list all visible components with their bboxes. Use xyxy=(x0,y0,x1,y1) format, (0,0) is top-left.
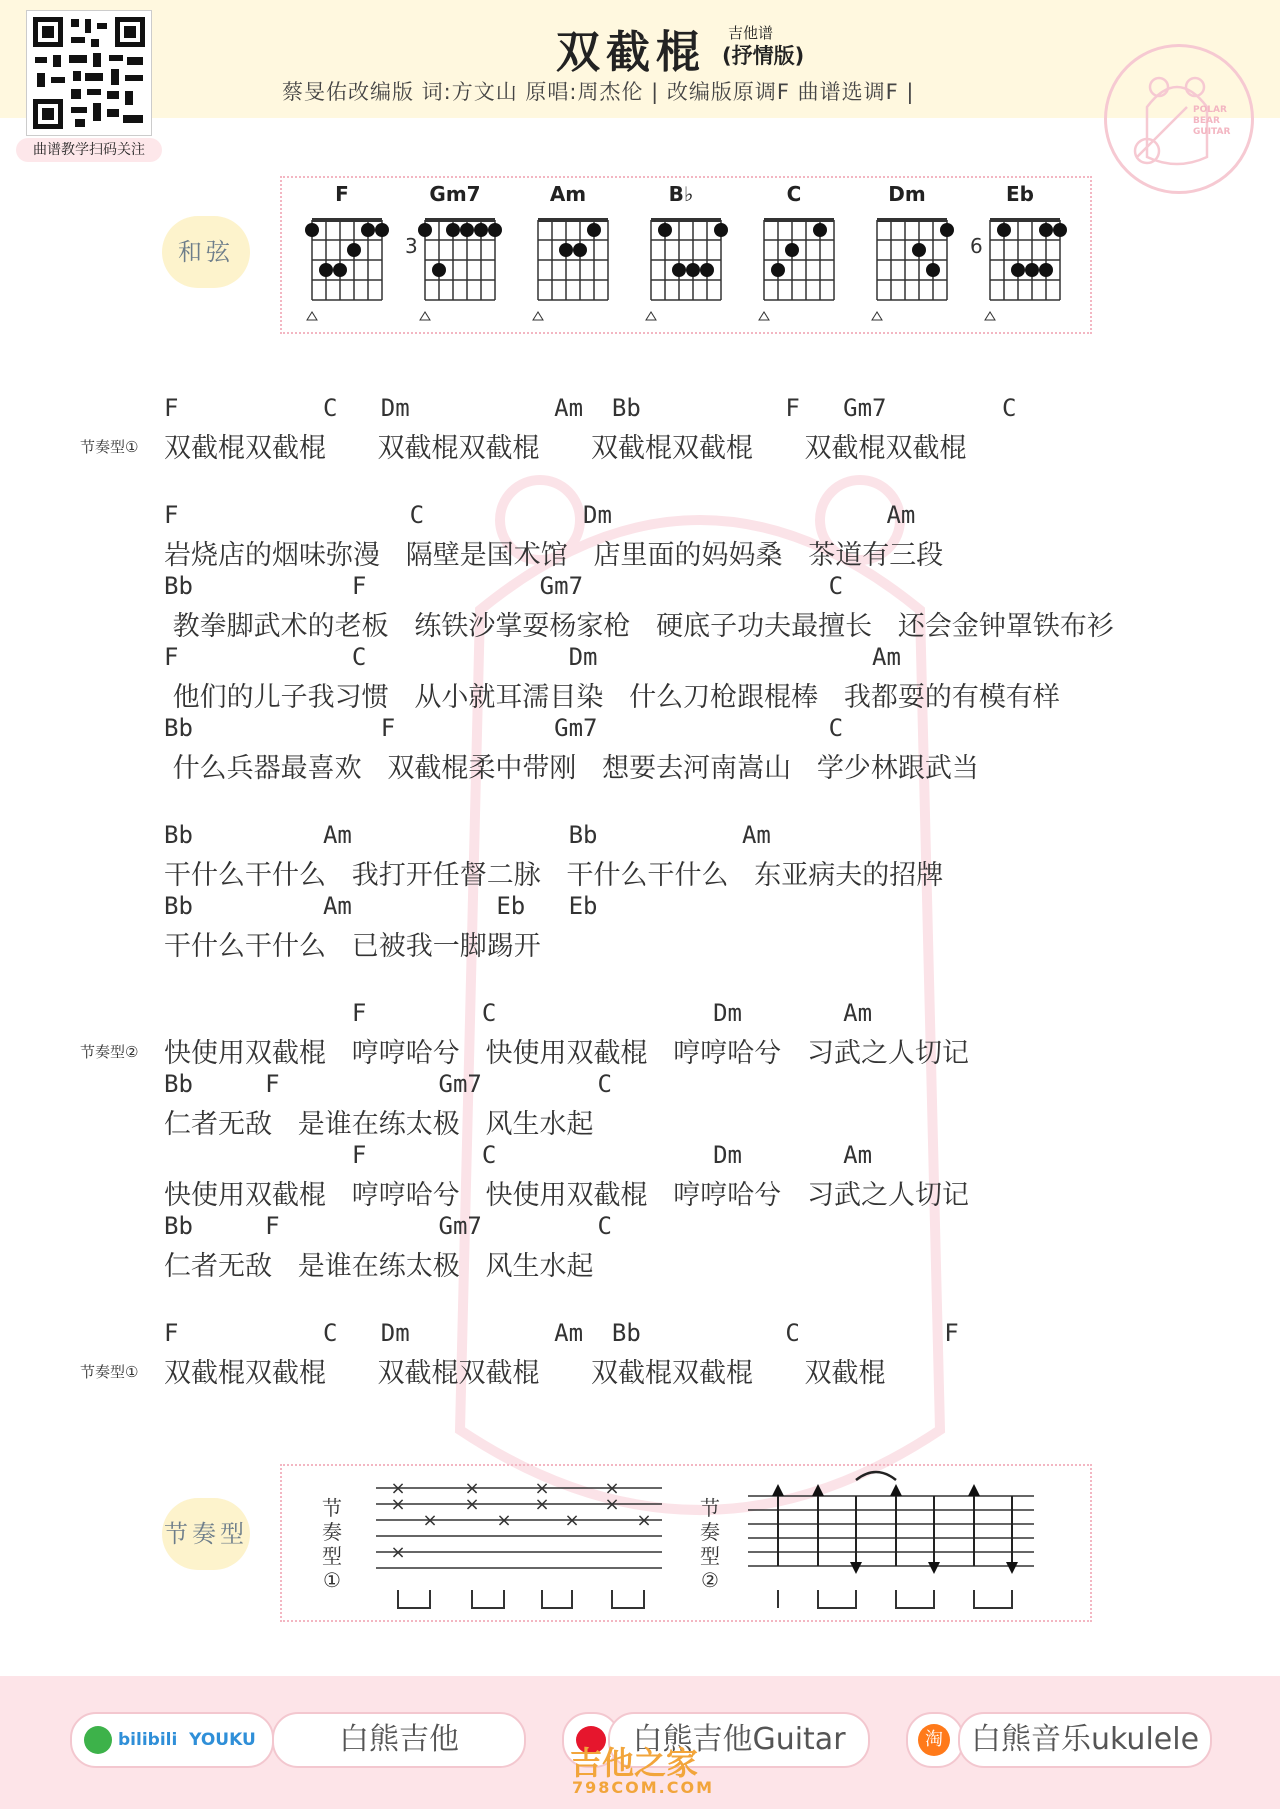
finger-dot xyxy=(785,243,799,257)
chord-diagram-row xyxy=(290,182,1090,332)
rhythm-1-tab xyxy=(376,1470,666,1620)
title-tag-top: 吉他谱 xyxy=(728,24,774,42)
chord-line: Bb F Gm7 C xyxy=(164,572,844,600)
finger-dot xyxy=(432,263,446,277)
svg-text:×: × xyxy=(390,1494,406,1515)
finger-dot xyxy=(771,263,785,277)
lyric-line: 他们的儿子我习惯 从小就耳濡目染 什么刀枪跟棍棒 我都耍的有模有样 xyxy=(164,682,1060,713)
chord-name: F xyxy=(335,182,349,206)
lyric-line: 快使用双截棍 哼哼哈兮 快使用双截棍 哼哼哈兮 习武之人切记 xyxy=(164,1180,969,1211)
finger-dot xyxy=(672,263,686,277)
finger-dot xyxy=(686,263,700,277)
finger-dot xyxy=(700,263,714,277)
chord-fret-number: 3 xyxy=(405,234,418,258)
root-marker xyxy=(420,312,430,320)
site-watermark: 吉他之家 xyxy=(570,1744,699,1782)
lyric-line: 岩烧店的烟味弥漫 隔壁是国术馆 店里面的妈妈桑 茶道有三段 xyxy=(164,540,944,571)
svg-text:×: × xyxy=(534,1478,550,1499)
finger-dot xyxy=(912,243,926,257)
song-credits: 蔡旻佑改编版 词:方文山 原唱:周杰伦 | 改编版原调F 曲谱选调F | xyxy=(282,80,915,104)
finger-dot xyxy=(347,243,361,257)
finger-dot xyxy=(474,223,488,237)
chord-line: Bb Am Bb Am xyxy=(164,821,771,849)
taobao-icon: 淘 xyxy=(918,1724,950,1756)
finger-dot xyxy=(997,223,1011,237)
lyric-line: 双截棍双截棍 双截棍双截棍 双截棍双截棍 双截棍双截棍 xyxy=(164,433,967,464)
site-watermark-url: 798COM.COM xyxy=(572,1778,715,1797)
root-marker xyxy=(985,312,995,320)
chord-diagram xyxy=(403,208,507,328)
rhythm-pattern-label: 节奏型② xyxy=(80,1043,139,1061)
chord-line: Bb F Gm7 C xyxy=(164,714,844,742)
lyric-line: 快使用双截棍 哼哼哈兮 快使用双截棍 哼哼哈兮 习武之人切记 xyxy=(164,1038,969,1069)
finger-dot xyxy=(305,223,319,237)
svg-text:×: × xyxy=(464,1494,480,1515)
rhythm-1-label-char: ① xyxy=(323,1568,341,1592)
page-title: 双截棍 xyxy=(556,27,706,78)
chord-line: F C Dm Am xyxy=(164,1141,873,1169)
root-marker xyxy=(759,312,769,320)
social-name-3[interactable]: 白熊音乐ukulele xyxy=(958,1712,1212,1768)
chord-diagram xyxy=(968,208,1072,328)
chord-diagram xyxy=(516,208,620,328)
rhythm-1-label-char: 型 xyxy=(322,1544,342,1568)
rhythm-2-label-char: 节 xyxy=(700,1496,720,1520)
lyric-line: 干什么干什么 已被我一脚踢开 xyxy=(164,931,541,962)
chord-name: C xyxy=(786,182,802,206)
finger-dot xyxy=(1039,223,1053,237)
chord-line: F C Dm Am xyxy=(164,999,873,1027)
chord-name: Am xyxy=(549,182,587,206)
finger-dot xyxy=(488,223,502,237)
rhythm-2-label-char: 奏 xyxy=(700,1520,720,1544)
chord-line: Bb F Gm7 C xyxy=(164,1070,612,1098)
rhythm-2-label-char: 型 xyxy=(700,1544,720,1568)
finger-dot xyxy=(573,243,587,257)
chord-line: F C Dm Am xyxy=(164,501,916,529)
qr-code-icon xyxy=(27,11,151,135)
svg-text:×: × xyxy=(604,1494,620,1515)
svg-text:×: × xyxy=(604,1478,620,1499)
chord-fret-number: 6 xyxy=(970,234,983,258)
chord-line: Bb Am Eb Eb xyxy=(164,892,598,920)
rhythm-2-label xyxy=(698,1496,722,1592)
rhythm-1-label-char: 节 xyxy=(322,1496,342,1520)
svg-text:×: × xyxy=(564,1510,580,1531)
chord-diagram xyxy=(290,208,394,328)
finger-dot xyxy=(714,223,728,237)
finger-dot xyxy=(418,223,432,237)
lyric-line: 干什么干什么 我打开任督二脉 干什么干什么 东亚病夫的招牌 xyxy=(164,860,944,891)
rhythm-2-label-char: ② xyxy=(701,1568,719,1592)
rhythm-pattern-label: 节奏型① xyxy=(80,1363,139,1381)
rhythm-badge: 节奏型 xyxy=(162,1498,250,1570)
finger-dot xyxy=(587,223,601,237)
chord-diagram xyxy=(855,208,959,328)
finger-dot xyxy=(813,223,827,237)
lyric-line: 什么兵器最喜欢 双截棍柔中带刚 想要去河南嵩山 学少林跟武当 xyxy=(164,753,979,784)
logo-text: POLAR BEAR GUITAR xyxy=(1193,105,1231,137)
finger-dot xyxy=(319,263,333,277)
chord-line: F C Dm Am Bb F Gm7 C xyxy=(164,394,1017,422)
finger-dot xyxy=(559,243,573,257)
lyric-line: 仁者无敌 是谁在练太极 风生水起 xyxy=(164,1109,594,1140)
root-marker xyxy=(872,312,882,320)
svg-text:×: × xyxy=(390,1542,406,1563)
svg-text:×: × xyxy=(422,1510,438,1531)
finger-dot xyxy=(375,223,389,237)
rhythm-1-label-char: 奏 xyxy=(322,1520,342,1544)
svg-text:×: × xyxy=(534,1494,550,1515)
chord-diagram xyxy=(742,208,846,328)
title-tag-bottom: (抒情版) xyxy=(722,44,805,68)
svg-text:×: × xyxy=(464,1478,480,1499)
finger-dot xyxy=(1025,263,1039,277)
finger-dot xyxy=(1053,223,1067,237)
taobao-icon-pill[interactable] xyxy=(906,1712,964,1768)
finger-dot xyxy=(333,263,347,277)
social-name-1[interactable]: 白熊吉他 xyxy=(272,1712,526,1768)
svg-text:×: × xyxy=(496,1510,512,1531)
finger-dot xyxy=(940,223,954,237)
lyric-line: 仁者无敌 是谁在练太极 风生水起 xyxy=(164,1251,594,1282)
rhythm-2-strum xyxy=(748,1470,1038,1620)
svg-text:×: × xyxy=(636,1510,652,1531)
qr-caption: 曲谱教学扫码关注 xyxy=(16,138,162,162)
social-name-2[interactable]: 白熊吉他Guitar xyxy=(608,1712,870,1768)
finger-dot xyxy=(446,223,460,237)
finger-dot xyxy=(460,223,474,237)
bilibili-youku-icon: bilibili YOUKU xyxy=(118,1730,256,1750)
chord-name: Gm7 xyxy=(429,182,481,206)
wechat-icon xyxy=(84,1726,112,1754)
root-marker xyxy=(533,312,543,320)
finger-dot xyxy=(1011,263,1025,277)
finger-dot xyxy=(926,263,940,277)
rhythm-pattern-label: 节奏型① xyxy=(80,438,139,456)
rhythm-1-label xyxy=(320,1496,344,1592)
polar-bear-logo xyxy=(1104,44,1254,194)
chord-name: Dm xyxy=(888,182,926,206)
finger-dot xyxy=(361,223,375,237)
chord-line: F C Dm Am xyxy=(164,643,901,671)
finger-dot xyxy=(658,223,672,237)
root-marker xyxy=(307,312,317,320)
qr-code[interactable] xyxy=(26,10,152,136)
root-marker xyxy=(646,312,656,320)
svg-text:×: × xyxy=(390,1478,406,1499)
chords-badge: 和弦 xyxy=(162,216,250,288)
chord-line: Bb F Gm7 C xyxy=(164,1212,612,1240)
chord-name: Eb xyxy=(1006,182,1034,206)
lyric-line: 教拳脚武术的老板 练铁沙掌耍杨家枪 硬底子功夫最擅长 还会金钟罩铁布衫 xyxy=(164,611,1114,642)
chord-name: B♭ xyxy=(668,182,694,206)
social-video-icons[interactable] xyxy=(70,1712,274,1768)
lyric-line: 双截棍双截棍 双截棍双截棍 双截棍双截棍 双截棍 xyxy=(164,1358,886,1389)
chord-diagram xyxy=(629,208,733,328)
chord-line: F C Dm Am Bb C F xyxy=(164,1319,959,1347)
finger-dot xyxy=(1039,263,1053,277)
